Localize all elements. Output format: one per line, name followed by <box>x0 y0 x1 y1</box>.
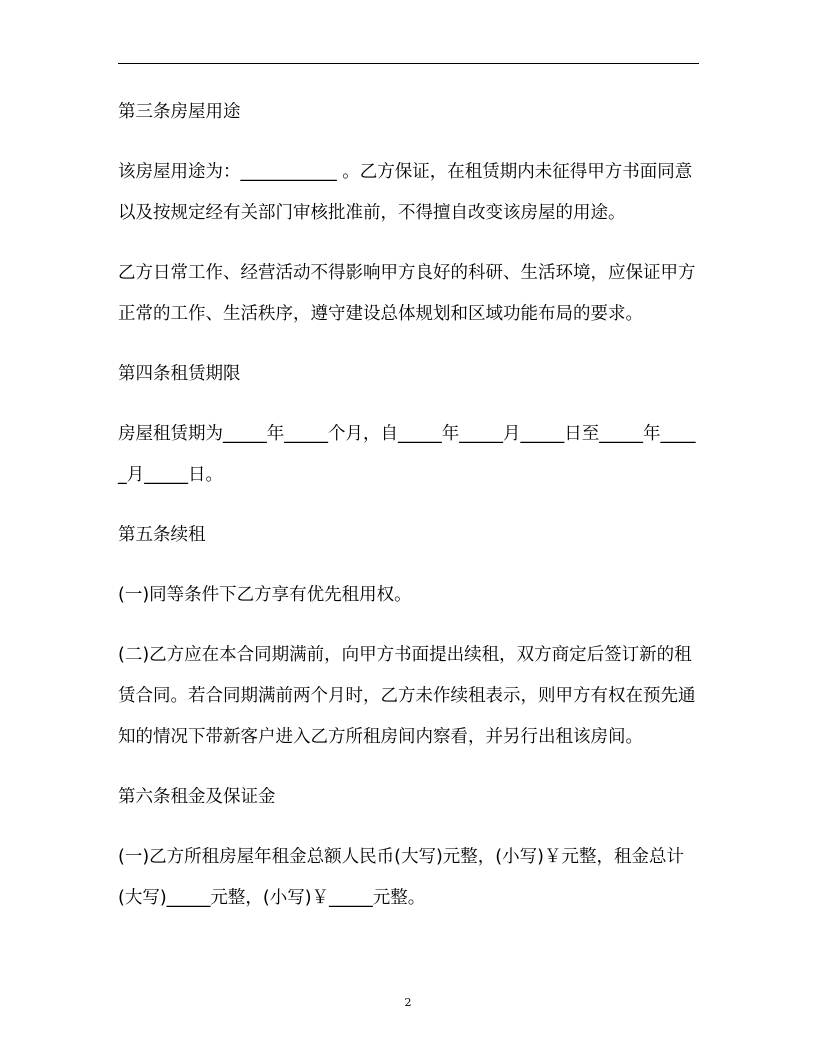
article-5-clause-1: (一)同等条件下乙方享有优先租用权。 <box>118 585 412 605</box>
page-number: 2 <box>404 996 412 1009</box>
header-rule <box>118 63 699 64</box>
article-6-heading: 第六条租金及保证金 <box>118 787 276 807</box>
article-6-clause-1: (一)乙方所租房屋年租金总额人民币(大写)元整，(小写)￥元整，租金总计(大写)_____元整，(小写)￥_____元整。 <box>118 847 684 908</box>
article-4-heading: 第四条租赁期限 <box>118 364 241 384</box>
article-3-usage-paragraph: 该房屋用途为：___________ 。乙方保证，在租赁期内未征得甲方书面同意以及按规定经有关部门审核批准前，不得擅自改变该房屋的用途。 <box>118 162 693 223</box>
article-5-clause-2: (二)乙方应在本合同期满前，向甲方书面提出续租，双方商定后签订新的租赁合同。若合同期满前两个月时，乙方未作续租表示，则甲方有权在预先通知的情况下带新客户进入乙方所租房间内察看，并另行出租该房间。 <box>118 645 696 747</box>
article-3-heading: 第三条房屋用途 <box>118 102 241 122</box>
document-body <box>118 92 704 938</box>
article-4-term-paragraph: 房屋租赁期为_____年_____个月，自_____年_____月_____日至_____年_____月_____日。 <box>118 424 696 485</box>
article-5-heading: 第五条续租 <box>118 525 206 545</box>
article-3-operations-paragraph: 乙方日常工作、经营活动不得影响甲方良好的科研、生活环境，应保证甲方正常的工作、生活秩序，遵守建设总体规划和区域功能布局的要求。 <box>118 263 696 324</box>
